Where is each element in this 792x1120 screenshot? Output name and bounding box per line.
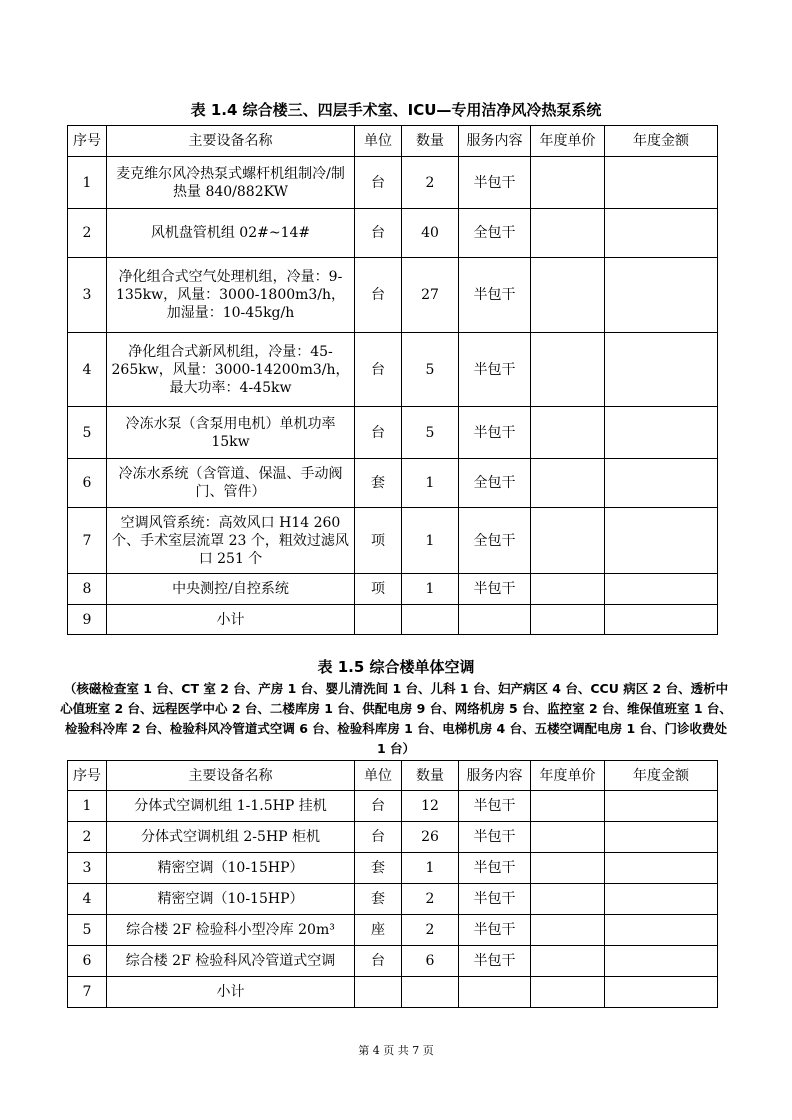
header-cell: 单位 bbox=[355, 126, 402, 157]
equipment-name: 空调风管系统：高效风口 H14 260 个、手术室层流罩 23 个，粗效过滤风口 251 个 bbox=[107, 508, 355, 574]
quantity-cell: 1 bbox=[402, 508, 459, 574]
header-cell: 数量 bbox=[402, 126, 459, 157]
table-row bbox=[68, 508, 718, 574]
unit-price-cell bbox=[531, 157, 605, 209]
unit-price-cell bbox=[531, 605, 605, 635]
quantity-cell: 27 bbox=[402, 258, 459, 333]
annual-amount-cell bbox=[605, 333, 718, 407]
unit-cell: 项 bbox=[355, 508, 402, 574]
annual-amount-cell bbox=[605, 822, 718, 853]
table-row bbox=[68, 333, 718, 407]
row-number: 2 bbox=[68, 822, 107, 853]
header-cell: 序号 bbox=[68, 761, 107, 791]
equipment-name: 综合楼 2F 检验科风冷管道式空调 bbox=[107, 946, 355, 977]
unit-price-cell bbox=[531, 791, 605, 822]
row-number: 8 bbox=[68, 574, 107, 605]
unit-price-cell bbox=[531, 407, 605, 459]
row-number: 3 bbox=[68, 853, 107, 884]
equipment-name: 中央测控/自控系统 bbox=[107, 574, 355, 605]
service-cell bbox=[459, 605, 531, 635]
unit-price-cell bbox=[531, 946, 605, 977]
annual-amount-cell bbox=[605, 791, 718, 822]
service-cell: 半包干 bbox=[459, 884, 531, 915]
quantity-cell: 12 bbox=[402, 791, 459, 822]
service-cell: 半包干 bbox=[459, 333, 531, 407]
unit-price-cell bbox=[531, 333, 605, 407]
header-cell: 服务内容 bbox=[459, 126, 531, 157]
header-cell: 年度单价 bbox=[531, 761, 605, 791]
quantity-cell: 2 bbox=[402, 157, 459, 209]
equipment-name: 麦克维尔风冷热泵式螺杆机组制冷/制热量 840/882KW bbox=[107, 157, 355, 209]
row-number: 9 bbox=[68, 605, 107, 635]
unit-cell bbox=[355, 977, 402, 1008]
header-cell: 年度金额 bbox=[605, 126, 718, 157]
quantity-cell: 1 bbox=[402, 459, 459, 508]
unit-cell: 台 bbox=[355, 407, 402, 459]
service-cell: 半包干 bbox=[459, 915, 531, 946]
quantity-cell: 2 bbox=[402, 884, 459, 915]
unit-price-cell bbox=[531, 822, 605, 853]
table-row bbox=[68, 853, 718, 884]
subtotal-row bbox=[68, 605, 718, 635]
service-cell: 半包干 bbox=[459, 853, 531, 884]
header-cell: 服务内容 bbox=[459, 761, 531, 791]
unit-cell: 台 bbox=[355, 157, 402, 209]
table-row bbox=[68, 258, 718, 333]
unit-cell: 项 bbox=[355, 574, 402, 605]
unit-cell: 台 bbox=[355, 209, 402, 258]
page-footer: 第 4 页 共 7 页 bbox=[358, 1044, 434, 1057]
annual-amount-cell bbox=[605, 574, 718, 605]
row-number: 2 bbox=[68, 209, 107, 258]
header-cell: 主要设备名称 bbox=[107, 761, 355, 791]
quantity-cell: 40 bbox=[402, 209, 459, 258]
annual-amount-cell bbox=[605, 605, 718, 635]
row-number: 3 bbox=[68, 258, 107, 333]
service-cell: 半包干 bbox=[459, 791, 531, 822]
service-cell: 半包干 bbox=[459, 157, 531, 209]
table-row bbox=[68, 946, 718, 977]
table-row bbox=[68, 407, 718, 459]
annual-amount-cell bbox=[605, 853, 718, 884]
header-cell: 单位 bbox=[355, 761, 402, 791]
header-cell: 年度金额 bbox=[605, 761, 718, 791]
service-cell bbox=[459, 977, 531, 1008]
annual-amount-cell bbox=[605, 508, 718, 574]
equipment-name: 冷冻水系统（含管道、保温、手动阀门、管件） bbox=[107, 459, 355, 508]
annual-amount-cell bbox=[605, 946, 718, 977]
table-1-5 bbox=[67, 760, 718, 1008]
header-cell: 序号 bbox=[68, 126, 107, 157]
service-cell: 全包干 bbox=[459, 459, 531, 508]
equipment-name: 精密空调（10-15HP） bbox=[107, 884, 355, 915]
unit-cell: 套 bbox=[355, 459, 402, 508]
unit-cell: 套 bbox=[355, 884, 402, 915]
service-cell: 半包干 bbox=[459, 258, 531, 333]
subtotal-label: 小计 bbox=[107, 977, 355, 1008]
equipment-name: 冷冻水泵（含泵用电机）单机功率15kw bbox=[107, 407, 355, 459]
row-number: 5 bbox=[68, 407, 107, 459]
unit-cell: 套 bbox=[355, 853, 402, 884]
unit-cell: 台 bbox=[355, 333, 402, 407]
row-number: 4 bbox=[68, 884, 107, 915]
unit-price-cell bbox=[531, 884, 605, 915]
equipment-name: 精密空调（10-15HP） bbox=[107, 853, 355, 884]
service-cell: 半包干 bbox=[459, 574, 531, 605]
table-row bbox=[68, 209, 718, 258]
unit-price-cell bbox=[531, 508, 605, 574]
table-1-5-subtitle: （核磁检查室 1 台、CT 室 2 台、产房 1 台、婴儿清洗间 1 台、儿科 1 台、妇产病区 4 台、CCU 病区 2 台、透析中心值班室 2 台、远程医学中心 2 台、二楼库房 1 台、供配电房 9 台、网络机房 5 台、监控室 2 台、维保值班室 1 台、检验科冷库 2 台、检验科风冷管道式空调 6 台、检验科库房 1 台、电梯机房 4 台、五楼空调配电房 1 台、门诊收费处 1 台） bbox=[60, 681, 732, 756]
annual-amount-cell bbox=[605, 459, 718, 508]
table-1-5-title: 表 1.5 综合楼单体空调 bbox=[317, 658, 475, 676]
table-row bbox=[68, 822, 718, 853]
unit-price-cell bbox=[531, 209, 605, 258]
service-cell: 半包干 bbox=[459, 407, 531, 459]
header-cell: 数量 bbox=[402, 761, 459, 791]
table-1-4 bbox=[67, 125, 718, 635]
annual-amount-cell bbox=[605, 258, 718, 333]
service-cell: 全包干 bbox=[459, 508, 531, 574]
row-number: 6 bbox=[68, 946, 107, 977]
quantity-cell: 5 bbox=[402, 407, 459, 459]
unit-price-cell bbox=[531, 915, 605, 946]
unit-price-cell bbox=[531, 258, 605, 333]
equipment-name: 净化组合式空气处理机组，冷量：9-135kw，风量：3000-1800m3/h，加湿量：10-45kg/h bbox=[107, 258, 355, 333]
row-number: 4 bbox=[68, 333, 107, 407]
header-cell: 主要设备名称 bbox=[107, 126, 355, 157]
unit-price-cell bbox=[531, 459, 605, 508]
table-header-row bbox=[68, 761, 718, 791]
table-row bbox=[68, 915, 718, 946]
quantity-cell bbox=[402, 605, 459, 635]
annual-amount-cell bbox=[605, 915, 718, 946]
row-number: 7 bbox=[68, 977, 107, 1008]
row-number: 5 bbox=[68, 915, 107, 946]
service-cell: 半包干 bbox=[459, 946, 531, 977]
table-row bbox=[68, 791, 718, 822]
annual-amount-cell bbox=[605, 884, 718, 915]
equipment-name: 净化组合式新风机组，冷量：45-265kw，风量：3000-14200m3/h，最大功率：4-45kw bbox=[107, 333, 355, 407]
quantity-cell: 1 bbox=[402, 574, 459, 605]
row-number: 7 bbox=[68, 508, 107, 574]
header-cell: 年度单价 bbox=[531, 126, 605, 157]
table-row bbox=[68, 157, 718, 209]
equipment-name: 综合楼 2F 检验科小型冷库 20m³ bbox=[107, 915, 355, 946]
annual-amount-cell bbox=[605, 157, 718, 209]
row-number: 6 bbox=[68, 459, 107, 508]
unit-price-cell bbox=[531, 574, 605, 605]
table-row bbox=[68, 884, 718, 915]
unit-cell bbox=[355, 605, 402, 635]
row-number: 1 bbox=[68, 791, 107, 822]
row-number: 1 bbox=[68, 157, 107, 209]
subtotal-label: 小计 bbox=[107, 605, 355, 635]
quantity-cell: 6 bbox=[402, 946, 459, 977]
unit-cell: 台 bbox=[355, 258, 402, 333]
table-header-row bbox=[68, 126, 718, 157]
quantity-cell: 5 bbox=[402, 333, 459, 407]
unit-price-cell bbox=[531, 853, 605, 884]
quantity-cell: 1 bbox=[402, 853, 459, 884]
annual-amount-cell bbox=[605, 977, 718, 1008]
annual-amount-cell bbox=[605, 407, 718, 459]
unit-cell: 台 bbox=[355, 946, 402, 977]
quantity-cell bbox=[402, 977, 459, 1008]
annual-amount-cell bbox=[605, 209, 718, 258]
subtotal-row bbox=[68, 977, 718, 1008]
unit-cell: 台 bbox=[355, 791, 402, 822]
service-cell: 全包干 bbox=[459, 209, 531, 258]
equipment-name: 风机盘管机组 02#~14# bbox=[107, 209, 355, 258]
table-1-4-title: 表 1.4 综合楼三、四层手术室、ICU—专用洁净风冷热泵系统 bbox=[190, 101, 602, 119]
unit-price-cell bbox=[531, 977, 605, 1008]
table-row bbox=[68, 574, 718, 605]
unit-cell: 台 bbox=[355, 822, 402, 853]
quantity-cell: 26 bbox=[402, 822, 459, 853]
equipment-name: 分体式空调机组 1-1.5HP 挂机 bbox=[107, 791, 355, 822]
quantity-cell: 2 bbox=[402, 915, 459, 946]
unit-cell: 座 bbox=[355, 915, 402, 946]
service-cell: 半包干 bbox=[459, 822, 531, 853]
equipment-name: 分体式空调机组 2-5HP 柜机 bbox=[107, 822, 355, 853]
table-row bbox=[68, 459, 718, 508]
